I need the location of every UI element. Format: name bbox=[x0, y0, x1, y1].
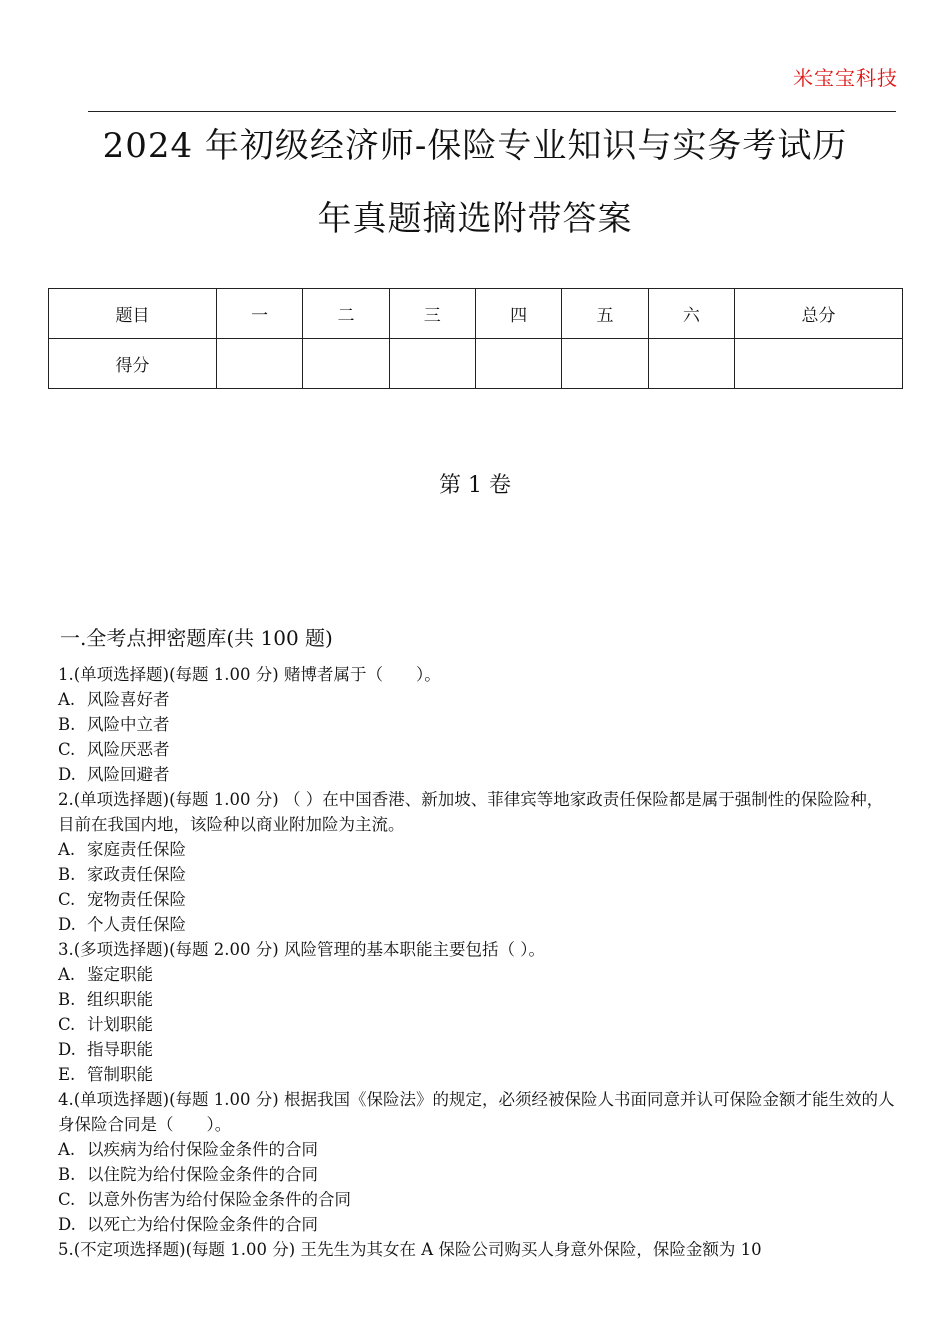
score-table-header-cell: 一 bbox=[216, 289, 302, 339]
answer-option bbox=[58, 712, 898, 737]
score-table-header-cell: 二 bbox=[303, 289, 389, 339]
option-letter: D. bbox=[58, 1215, 76, 1234]
question-item bbox=[58, 937, 898, 1087]
title-line-2: 年真题摘选附带答案 bbox=[317, 199, 633, 239]
question-stem: 5.(不定项选择题)(每题 1.00 分) 王先生为其女在 A 保险公司购买人身意外保险，保险金额为 10 bbox=[58, 1240, 762, 1259]
option-letter: C. bbox=[58, 1015, 76, 1034]
option-text: 风险回避者 bbox=[87, 765, 170, 784]
question-stem: 3.(多项选择题)(每题 2.00 分) 风险管理的基本职能主要包括（ ）。 bbox=[58, 940, 545, 959]
score-table-header-cell: 三 bbox=[389, 289, 475, 339]
question-stem: 4.(单项选择题)(每题 1.00 分) 根据我国《保险法》的规定，必须经被保险人书面同意并认可保险金额才能生效的人身保险合同是（ ）。 bbox=[58, 1090, 895, 1134]
question-item bbox=[58, 1087, 898, 1237]
option-text: 宠物责任保险 bbox=[87, 890, 186, 909]
answer-option bbox=[58, 1162, 898, 1187]
score-cell bbox=[475, 339, 561, 389]
section-title: 一.全考点押密题库(共 100 题) bbox=[60, 626, 333, 650]
option-letter: D. bbox=[58, 915, 76, 934]
option-letter: A. bbox=[58, 1140, 76, 1159]
score-table-header-cell: 题目 bbox=[49, 289, 217, 339]
document-title bbox=[40, 110, 910, 256]
answer-option bbox=[58, 687, 898, 712]
option-text: 以疾病为给付保险金条件的合同 bbox=[87, 1140, 318, 1159]
option-text: 家庭责任保险 bbox=[87, 840, 186, 859]
answer-option bbox=[58, 912, 898, 937]
answer-option bbox=[58, 987, 898, 1012]
answer-option bbox=[58, 762, 898, 787]
title-line-1: 2024 年初级经济师-保险专业知识与实务考试历 bbox=[102, 126, 848, 166]
option-text: 鉴定职能 bbox=[87, 965, 153, 984]
question-stem: 2.(单项选择题)(每题 1.00 分) （ ）在中国香港、新加坡、菲律宾等地家政责任保险都是属于强制性的保险险种，目前在我国内地，该险种以商业附加险为主流。 bbox=[58, 790, 884, 834]
option-text: 风险厌恶者 bbox=[87, 740, 170, 759]
answer-option bbox=[58, 1012, 898, 1037]
option-text: 家政责任保险 bbox=[87, 865, 186, 884]
score-table-header-row bbox=[49, 289, 903, 339]
score-cell bbox=[562, 339, 648, 389]
question-item bbox=[58, 1237, 898, 1262]
score-table-header-cell: 五 bbox=[562, 289, 648, 339]
score-cell bbox=[648, 339, 734, 389]
score-cell bbox=[389, 339, 475, 389]
score-table-header-cell: 六 bbox=[648, 289, 734, 339]
option-letter: E. bbox=[58, 1065, 76, 1084]
option-text: 组织职能 bbox=[87, 990, 153, 1009]
answer-option bbox=[58, 1062, 898, 1087]
option-letter: B. bbox=[58, 715, 76, 734]
option-text: 风险喜好者 bbox=[87, 690, 170, 709]
score-table-header-cell: 总分 bbox=[735, 289, 903, 339]
option-letter: D. bbox=[58, 765, 76, 784]
option-letter: B. bbox=[58, 990, 76, 1009]
option-letter: C. bbox=[58, 740, 76, 759]
option-text: 管制职能 bbox=[87, 1065, 153, 1084]
option-letter: C. bbox=[58, 1190, 76, 1209]
score-row-label: 得分 bbox=[49, 339, 217, 389]
option-letter: D. bbox=[58, 1040, 76, 1059]
answer-option bbox=[58, 1212, 898, 1237]
option-letter: B. bbox=[58, 865, 76, 884]
option-letter: A. bbox=[58, 840, 76, 859]
answer-option bbox=[58, 1137, 898, 1162]
option-text: 以意外伤害为给付保险金条件的合同 bbox=[87, 1190, 351, 1209]
option-letter: C. bbox=[58, 890, 76, 909]
score-table-score-row bbox=[49, 339, 903, 389]
answer-option bbox=[58, 737, 898, 762]
option-letter: A. bbox=[58, 965, 76, 984]
option-text: 指导职能 bbox=[87, 1040, 153, 1059]
option-text: 计划职能 bbox=[87, 1015, 153, 1034]
option-letter: B. bbox=[58, 1165, 76, 1184]
score-cell bbox=[303, 339, 389, 389]
option-text: 风险中立者 bbox=[87, 715, 170, 734]
score-table bbox=[48, 288, 903, 389]
option-letter: A. bbox=[58, 690, 76, 709]
score-cell bbox=[735, 339, 903, 389]
option-text: 个人责任保险 bbox=[87, 915, 186, 934]
score-table-header-cell: 四 bbox=[475, 289, 561, 339]
option-text: 以死亡为给付保险金条件的合同 bbox=[87, 1215, 318, 1234]
answer-option bbox=[58, 1037, 898, 1062]
question-item bbox=[58, 787, 898, 937]
question-item bbox=[58, 662, 898, 787]
answer-option bbox=[58, 862, 898, 887]
answer-option bbox=[58, 837, 898, 862]
answer-option bbox=[58, 1187, 898, 1212]
volume-label: 第 1 卷 bbox=[439, 473, 511, 498]
brand-name: 米宝宝科技 bbox=[793, 66, 898, 90]
question-list bbox=[58, 662, 898, 1262]
answer-option bbox=[58, 962, 898, 987]
question-stem: 1.(单项选择题)(每题 1.00 分) 赌博者属于（ ）。 bbox=[58, 665, 441, 684]
answer-option bbox=[58, 887, 898, 912]
score-cell bbox=[216, 339, 302, 389]
option-text: 以住院为给付保险金条件的合同 bbox=[87, 1165, 318, 1184]
